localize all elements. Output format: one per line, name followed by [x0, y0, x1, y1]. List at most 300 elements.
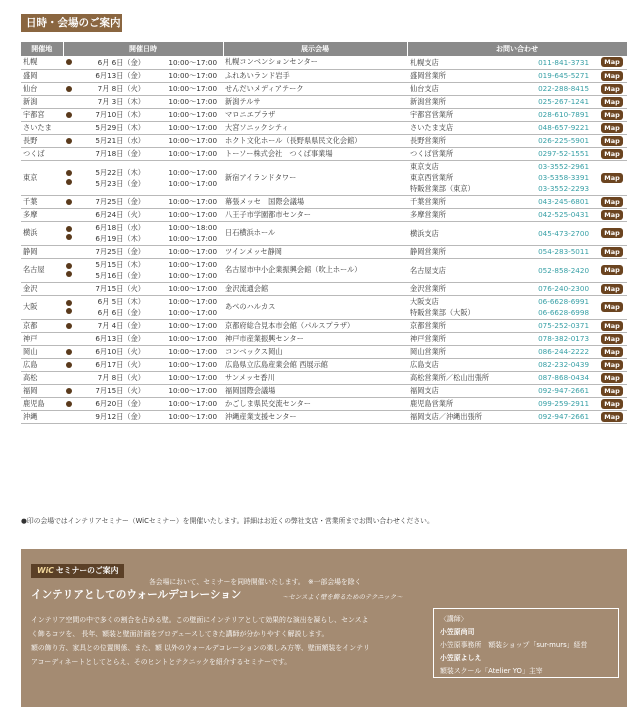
map-cell	[597, 358, 627, 371]
time-text: 10:00〜17:00	[168, 334, 218, 343]
date-text: 5月22日（木）	[95, 167, 145, 177]
map-button[interactable]: Map	[601, 265, 623, 275]
seminar-dot-icon	[66, 199, 72, 205]
hall-cell: ホクト文化ホール（長野県県民文化会館）	[223, 134, 407, 147]
date-cell	[75, 295, 151, 319]
section-header: 日時・会場のご案内	[21, 14, 122, 32]
time-cell	[151, 160, 223, 195]
seminar-marker-cell	[63, 108, 75, 121]
date-text: 7月 8日（火）	[97, 373, 145, 382]
empty-marker	[63, 411, 75, 422]
map-button[interactable]: Map	[601, 360, 623, 370]
hall-cell: 金沢流通会館	[223, 282, 407, 295]
venue-cell: つくば	[21, 147, 63, 160]
branch-cell	[407, 108, 515, 121]
hall-cell: ふれあいランド岩手	[223, 69, 407, 82]
date-text: 7月 8日（火）	[97, 84, 145, 93]
map-button[interactable]: Map	[601, 71, 623, 81]
lecturer-name-1: 小笠原尚司	[440, 628, 475, 636]
date-cell	[75, 258, 151, 282]
time-cell	[151, 258, 223, 282]
seminar-title: インテリアとしてのウォールデコレーション	[31, 589, 242, 601]
seminar-dot-icon	[66, 86, 72, 92]
table-row	[21, 56, 627, 69]
time-cell	[151, 245, 223, 258]
time-text: 10:00〜17:00	[168, 386, 218, 395]
map-button[interactable]: Map	[601, 302, 623, 312]
branch-cell	[407, 160, 515, 195]
table-row	[21, 160, 627, 195]
time-text: 10:00〜17:00	[168, 97, 218, 106]
hall-cell: サンメッセ香川	[223, 371, 407, 384]
map-button[interactable]: Map	[601, 247, 623, 257]
venue-cell: 長野	[21, 134, 63, 147]
phone-number[interactable]: 075-252-0371	[538, 321, 590, 330]
phone-number[interactable]: 03-3552-2293	[538, 184, 590, 193]
phone-cell	[515, 147, 597, 160]
phone-cell	[515, 358, 597, 371]
seminar-dot-icon	[66, 349, 72, 355]
time-text: 10:00〜17:00	[168, 178, 218, 188]
map-button[interactable]: Map	[601, 334, 623, 344]
phone-cell	[515, 384, 597, 397]
seminar-dot-icon	[66, 226, 72, 232]
empty-marker	[63, 209, 75, 220]
hall-cell: 広島県立広島産業会館 西展示館	[223, 358, 407, 371]
empty-marker	[63, 333, 75, 344]
hall-cell: 沖縄産業支援センター	[223, 410, 407, 423]
venue-cell: 高松	[21, 371, 63, 384]
date-cell	[75, 82, 151, 95]
map-button[interactable]: Map	[601, 57, 623, 67]
map-cell	[597, 108, 627, 121]
map-cell	[597, 121, 627, 134]
time-text: 10:00〜17:00	[168, 197, 218, 206]
branch-text: 京都営業所	[410, 321, 446, 330]
date-cell	[75, 410, 151, 423]
branch-cell	[407, 295, 515, 319]
time-cell	[151, 121, 223, 134]
phone-cell	[515, 69, 597, 82]
branch-cell	[407, 332, 515, 345]
table-row	[21, 69, 627, 82]
empty-marker	[63, 246, 75, 257]
branch-text: 神戸営業所	[410, 334, 446, 343]
map-button[interactable]: Map	[601, 284, 623, 294]
hall-cell: 京都府総合見本市会館（パルスプラザ）	[223, 319, 407, 332]
date-cell	[75, 332, 151, 345]
time-text: 10:00〜17:00	[168, 71, 218, 80]
map-button[interactable]: Map	[601, 373, 623, 383]
time-cell	[151, 56, 223, 69]
phone-cell	[515, 332, 597, 345]
map-cell	[597, 332, 627, 345]
time-cell	[151, 82, 223, 95]
seminar-dot-icon	[66, 263, 72, 269]
map-button[interactable]: Map	[601, 84, 623, 94]
branch-text: 特販営業部（東京）	[410, 184, 475, 193]
map-button[interactable]: Map	[601, 149, 623, 159]
phone-cell	[515, 95, 597, 108]
hall-cell: 幕張メッセ 国際会議場	[223, 195, 407, 208]
phone-number[interactable]: 078-382-0173	[538, 334, 590, 343]
time-text: 10:00〜17:00	[168, 260, 218, 269]
date-text: 6月20日（金）	[95, 399, 145, 408]
date-cell	[75, 147, 151, 160]
seminar-dot-icon	[66, 323, 72, 329]
time-text: 10:00〜17:00	[168, 399, 218, 408]
phone-cell	[515, 195, 597, 208]
venue-cell: 東京	[21, 160, 63, 195]
branch-cell	[407, 358, 515, 371]
time-text: 10:00〜17:00	[168, 321, 218, 330]
table-row	[21, 221, 627, 245]
time-cell	[151, 195, 223, 208]
map-button[interactable]: Map	[601, 412, 623, 422]
hall-cell: 福岡国際会議場	[223, 384, 407, 397]
branch-text: 名古屋支店	[410, 265, 446, 275]
table-row	[21, 134, 627, 147]
seminar-dot-icon	[66, 388, 72, 394]
time-cell	[151, 95, 223, 108]
empty-marker	[63, 70, 75, 81]
seminar-marker-cell	[63, 258, 75, 282]
phone-number[interactable]: 086-244-2222	[538, 347, 590, 356]
branch-cell	[407, 345, 515, 358]
table-row	[21, 282, 627, 295]
branch-text: 大阪支店	[410, 297, 439, 306]
phone-number[interactable]: 022-288-8415	[538, 84, 590, 93]
phone-cell	[515, 371, 597, 384]
empty-marker	[63, 372, 75, 383]
date-text: 7月10日（木）	[95, 110, 145, 119]
map-cell	[597, 208, 627, 221]
phone-number[interactable]: 052-858-2420	[538, 265, 590, 275]
phone-number[interactable]: 099-259-2911	[538, 399, 590, 408]
col-hall: 展示会場	[223, 42, 407, 56]
map-cell	[597, 258, 627, 282]
phone-cell	[515, 121, 597, 134]
seminar-body-line: アコーディネートとしてとらえ、そのヒントとテクニックを紹介するセミナーです。	[31, 658, 292, 666]
map-cell	[597, 221, 627, 245]
branch-cell	[407, 410, 515, 423]
seminar-marker-cell	[63, 147, 75, 160]
hall-cell: 新宿アイランドタワー	[223, 160, 407, 195]
phone-number[interactable]: 043-245-6801	[538, 197, 590, 206]
date-cell	[75, 134, 151, 147]
date-cell	[75, 95, 151, 108]
venue-cell: 沖縄	[21, 410, 63, 423]
hall-cell: かごしま県民交流センター	[223, 397, 407, 410]
phone-cell	[515, 397, 597, 410]
date-text: 6月 5日（木）	[97, 297, 145, 306]
table-row	[21, 397, 627, 410]
phone-cell	[515, 245, 597, 258]
phone-number[interactable]: 082-232-0439	[538, 360, 590, 369]
seminar-marker-cell	[63, 95, 75, 108]
date-cell	[75, 56, 151, 69]
phone-number[interactable]: 019-645-5271	[538, 71, 590, 80]
map-button[interactable]: Map	[601, 123, 623, 133]
seminar-label-text: セミナーのご案内	[56, 566, 119, 575]
lecturer-heading: 〈講師〉	[440, 615, 468, 623]
hall-cell: 大宮ソニックシティ	[223, 121, 407, 134]
map-button[interactable]: Map	[601, 399, 623, 409]
seminar-marker-cell	[63, 160, 75, 195]
seminar-marker-cell	[63, 345, 75, 358]
map-button[interactable]: Map	[601, 210, 623, 220]
branch-text: 東京西営業所	[410, 173, 454, 182]
date-text: 7月 3日（木）	[97, 97, 145, 106]
phone-number[interactable]: 026-225-5901	[538, 136, 590, 145]
date-cell	[75, 195, 151, 208]
time-cell	[151, 282, 223, 295]
venue-cell: 盛岡	[21, 69, 63, 82]
seminar-body-line: 額の飾り方、家具との位置関係、また、額 以外のウォールデコレーションの楽しみ方等、壁面額装をインテリ	[31, 644, 370, 652]
phone-number[interactable]: 028-610-7891	[538, 110, 590, 119]
venue-cell: さいたま	[21, 121, 63, 134]
time-text: 10:00〜17:00	[168, 123, 218, 132]
seminar-marker-cell	[63, 245, 75, 258]
branch-cell	[407, 371, 515, 384]
date-text: 6月19日（木）	[95, 234, 145, 243]
date-text: 6月17日（火）	[95, 360, 145, 369]
time-text: 10:00〜17:00	[168, 308, 218, 317]
map-button[interactable]: Map	[601, 386, 623, 396]
branch-cell	[407, 147, 515, 160]
branch-text: 仙台支店	[410, 84, 439, 93]
empty-marker	[63, 148, 75, 159]
time-cell	[151, 147, 223, 160]
time-cell	[151, 319, 223, 332]
branch-text: 福岡支店	[410, 386, 439, 395]
venue-cell: 大阪	[21, 295, 63, 319]
map-button[interactable]: Map	[601, 136, 623, 146]
branch-cell	[407, 384, 515, 397]
lecturer-box	[433, 608, 619, 678]
date-cell	[75, 245, 151, 258]
seminar-marker-cell	[63, 134, 75, 147]
seminar-marker-cell	[63, 69, 75, 82]
time-cell	[151, 108, 223, 121]
time-text: 10:00〜17:00	[168, 271, 218, 280]
phone-number[interactable]: 045-473-2700	[538, 228, 590, 238]
venue-cell: 金沢	[21, 282, 63, 295]
seminar-marker-cell	[63, 82, 75, 95]
time-cell	[151, 384, 223, 397]
date-cell	[75, 208, 151, 221]
time-text: 10:00〜17:00	[168, 297, 218, 306]
venue-cell: 名古屋	[21, 258, 63, 282]
hall-cell: トーソー株式会社 つくば事業場	[223, 147, 407, 160]
branch-cell	[407, 221, 515, 245]
hall-cell: コンベックス岡山	[223, 345, 407, 358]
date-text: 6月24日（火）	[95, 210, 145, 219]
venue-cell: 福岡	[21, 384, 63, 397]
map-button[interactable]: Map	[601, 173, 623, 183]
phone-number[interactable]: 076-240-2300	[538, 284, 590, 293]
branch-text: 新潟営業所	[410, 97, 446, 106]
seminar-subtitle: 〜センスよく壁を飾るためのテクニック〜	[282, 593, 403, 601]
seminar-dot-icon	[66, 401, 72, 407]
branch-cell	[407, 95, 515, 108]
phone-cell	[515, 319, 597, 332]
date-text: 7月18日（金）	[95, 149, 145, 158]
branch-cell	[407, 397, 515, 410]
time-text: 10:00〜17:00	[168, 57, 218, 67]
branch-text: つくば営業所	[410, 149, 454, 158]
phone-number[interactable]: 03-5358-3391	[538, 173, 590, 182]
venue-cell: 多摩	[21, 208, 63, 221]
branch-text: 盛岡営業所	[410, 71, 446, 80]
date-cell	[75, 319, 151, 332]
branch-text: 福岡支店／沖縄出張所	[410, 412, 482, 421]
branch-text: 札幌支店	[410, 57, 439, 67]
phone-number[interactable]: 092-947-2661	[538, 386, 590, 395]
empty-marker	[63, 283, 75, 294]
time-text: 10:00〜17:00	[168, 284, 218, 293]
date-cell	[75, 345, 151, 358]
seminar-dot-icon	[66, 112, 72, 118]
branch-text: 鹿児島営業所	[410, 399, 454, 408]
branch-text: さいたま支店	[410, 123, 454, 132]
table-row	[21, 245, 627, 258]
seminar-marker-cell	[63, 397, 75, 410]
map-button[interactable]: Map	[601, 97, 623, 107]
table-row	[21, 410, 627, 423]
date-cell	[75, 384, 151, 397]
seminar-marker-cell	[63, 371, 75, 384]
schedule-table	[21, 42, 628, 424]
table-row	[21, 384, 627, 397]
phone-cell	[515, 295, 597, 319]
branch-text: 広島支店	[410, 360, 439, 369]
phone-number[interactable]: 06-6628-6991	[538, 297, 590, 306]
venue-cell: 千葉	[21, 195, 63, 208]
phone-cell	[515, 160, 597, 195]
time-text: 10:00〜17:00	[168, 110, 218, 119]
map-button[interactable]: Map	[601, 110, 623, 120]
time-text: 10:00〜17:00	[168, 149, 218, 158]
map-cell	[597, 295, 627, 319]
seminar-marker-cell	[63, 332, 75, 345]
venue-cell: 札幌	[21, 56, 63, 69]
date-text: 6月 6日（金）	[97, 308, 145, 317]
date-text: 7月25日（金）	[95, 247, 145, 256]
date-text: 7月25日（金）	[95, 197, 145, 206]
phone-number[interactable]: 092-947-2661	[538, 412, 590, 421]
table-row	[21, 121, 627, 134]
map-cell	[597, 397, 627, 410]
venue-cell: 神戸	[21, 332, 63, 345]
phone-number[interactable]: 054-283-5011	[538, 247, 590, 256]
time-text: 10:00〜17:00	[168, 247, 218, 256]
seminar-marker-cell	[63, 208, 75, 221]
table-row	[21, 82, 627, 95]
date-text: 7月15日（火）	[95, 284, 145, 293]
wic-logo: WiC	[37, 566, 54, 575]
table-row	[21, 195, 627, 208]
branch-text: 静岡営業所	[410, 247, 446, 256]
hall-cell: 名古屋市中小企業振興会館（吹上ホール）	[223, 258, 407, 282]
hall-cell: 神戸市産業振興センター	[223, 332, 407, 345]
lecturer-role-2: 額装スクール「Atelier YO」主宰	[440, 667, 543, 675]
table-row	[21, 332, 627, 345]
map-button[interactable]: Map	[601, 347, 623, 357]
date-cell	[75, 282, 151, 295]
branch-text: 岡山営業所	[410, 347, 446, 356]
date-text: 5月23日（金）	[95, 178, 145, 188]
table-row	[21, 147, 627, 160]
hall-cell: せんだいメディアテーク	[223, 82, 407, 95]
time-text: 10:00〜17:00	[168, 136, 218, 145]
branch-text: 東京支店	[410, 162, 439, 171]
date-text: 6月10日（火）	[95, 347, 145, 356]
map-cell	[597, 319, 627, 332]
seminar-marker-cell	[63, 410, 75, 423]
seminar-marker-cell	[63, 319, 75, 332]
hall-cell: 八王子市学園都市センター	[223, 208, 407, 221]
branch-text: 長野営業所	[410, 136, 446, 145]
map-button[interactable]: Map	[601, 197, 623, 207]
phone-number[interactable]: 06-6628-6998	[538, 308, 590, 317]
branch-cell	[407, 195, 515, 208]
date-text: 6月 6日（金）	[97, 57, 145, 67]
time-cell	[151, 397, 223, 410]
map-cell	[597, 134, 627, 147]
map-button[interactable]: Map	[601, 228, 623, 238]
hall-cell: 日石横浜ホール	[223, 221, 407, 245]
seminar-dot-icon	[66, 59, 72, 65]
venue-cell: 鹿児島	[21, 397, 63, 410]
phone-number[interactable]: 048-657-9221	[538, 123, 590, 132]
time-text: 10:00〜17:00	[168, 360, 218, 369]
table-row	[21, 95, 627, 108]
seminar-dot-icon	[66, 308, 72, 314]
time-cell	[151, 134, 223, 147]
phone-cell	[515, 345, 597, 358]
map-cell	[597, 245, 627, 258]
phone-number[interactable]: 011-841-3731	[538, 57, 590, 67]
venue-cell: 岡山	[21, 345, 63, 358]
venue-cell: 横浜	[21, 221, 63, 245]
date-text: 6月13日（金）	[95, 334, 145, 343]
phone-cell	[515, 108, 597, 121]
phone-number[interactable]: 042-525-0431	[538, 210, 590, 219]
table-row	[21, 295, 627, 319]
venue-cell: 京都	[21, 319, 63, 332]
time-cell	[151, 295, 223, 319]
phone-number[interactable]: 025-267-1241	[538, 97, 590, 106]
time-cell	[151, 345, 223, 358]
map-cell	[597, 82, 627, 95]
seminar-dot-icon	[66, 234, 72, 240]
map-cell	[597, 69, 627, 82]
phone-number[interactable]: 03-3552-2961	[538, 162, 590, 171]
phone-number[interactable]: 0297-52-1551	[538, 149, 590, 158]
hall-cell: 新潟テルサ	[223, 95, 407, 108]
map-cell	[597, 371, 627, 384]
branch-text: 高松営業所／松山出張所	[410, 373, 490, 382]
time-text: 10:00〜17:00	[168, 84, 218, 93]
map-button[interactable]: Map	[601, 321, 623, 331]
time-cell	[151, 221, 223, 245]
map-cell	[597, 410, 627, 423]
empty-marker	[63, 96, 75, 107]
lecturer-name-2: 小笠原よしえ	[440, 654, 482, 662]
phone-number[interactable]: 087-868-0434	[538, 373, 590, 382]
phone-cell	[515, 82, 597, 95]
